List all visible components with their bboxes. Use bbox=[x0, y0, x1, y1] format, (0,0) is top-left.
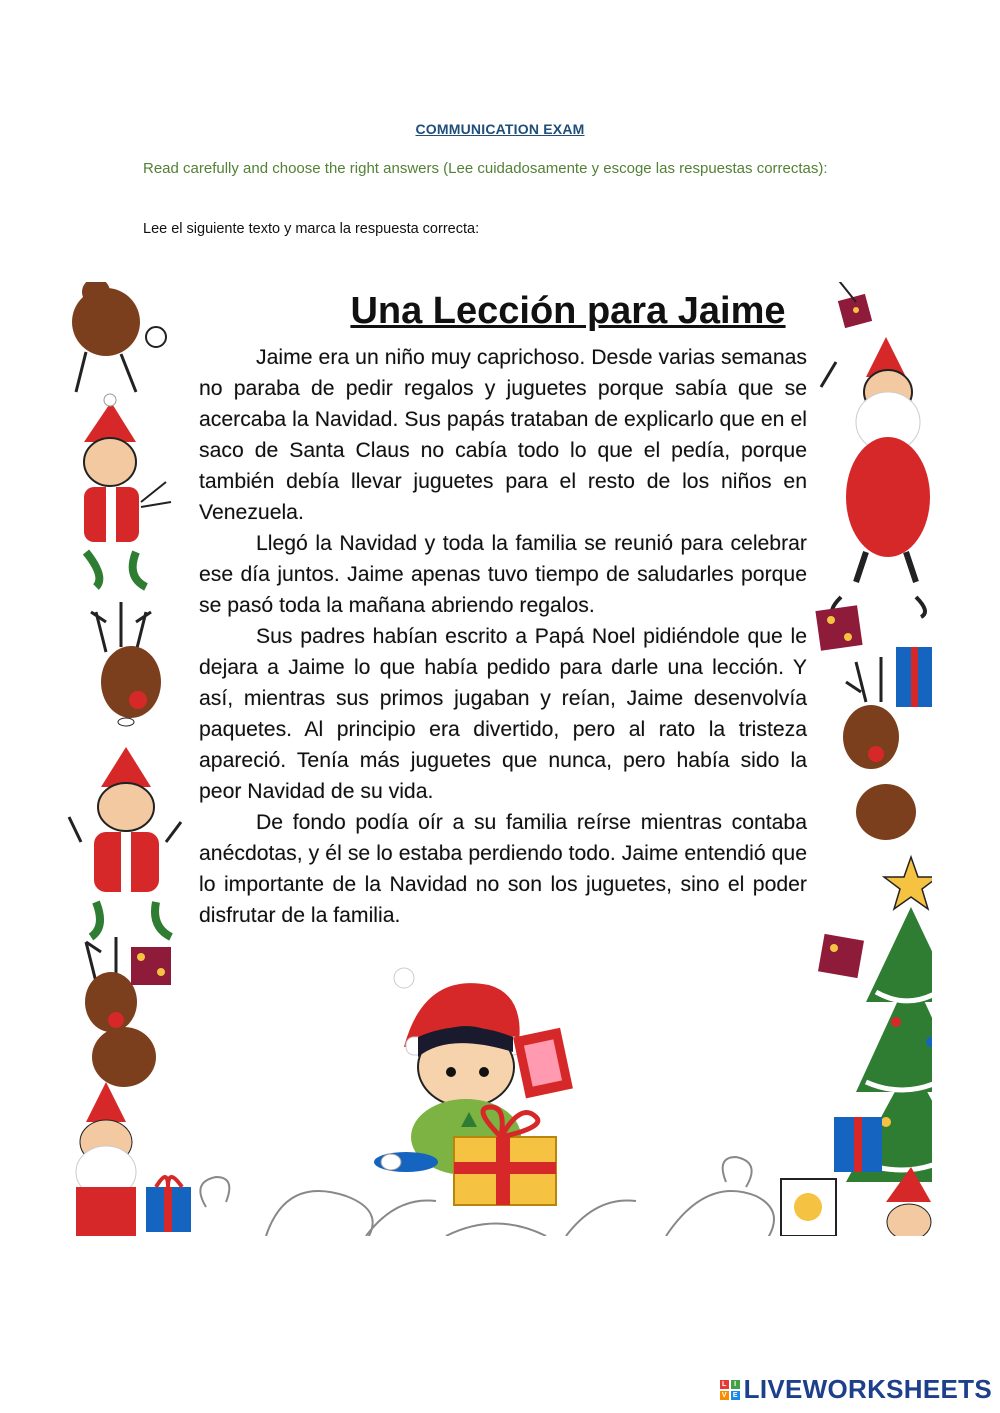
logo-text: LIVEWORKSHEETS bbox=[743, 1374, 992, 1404]
logo-badge-letter: I bbox=[731, 1380, 740, 1389]
exam-title: COMMUNICATION EXAM bbox=[415, 121, 585, 137]
liveworksheets-logo[interactable] bbox=[720, 1374, 992, 1405]
story-paragraph: De fondo podía oír a su familia reírse mientras contaba anécdotas, y él se lo estaba perdiendo todo. Jaime entendió que lo importante de la Navidad no son los juguetes, sino el poder disfrutar de la familia. bbox=[199, 811, 807, 927]
instructions: Read carefully and choose the right answers (Lee cuidadosamente y escoge las respuestas correctas): bbox=[143, 160, 828, 177]
story-frame bbox=[66, 282, 932, 1236]
logo-badge-letter: E bbox=[731, 1391, 740, 1400]
story-paragraph: Sus padres habían escrito a Papá Noel pidiéndole que le dejara a Jaime lo que había pedido para darle una lección. Y así, mientras sus primos jugaban y reían, Jaime desenvolvía paquetes. Al principio era divertido, pero al rato la tristeza apareció. Tenía más juguetes que nunca, pero había sido la peor Navidad de su vida. bbox=[199, 625, 807, 803]
left-border-icons bbox=[69, 282, 191, 1236]
story-title: Una Lección para Jaime bbox=[350, 290, 786, 332]
story-text bbox=[199, 342, 807, 931]
logo-badge-icon bbox=[720, 1380, 740, 1400]
story-paragraph: Jaime era un niño muy caprichoso. Desde varias semanas no paraba de pedir regalos y juguetes porque sabía que se acercaba la Navidad. Sus papás trataban de explicarlo que en el saco de Santa Claus no cabía todo lo que el pedía, porque también debía llevar juguetes para el resto de los niños en Venezuela. bbox=[199, 346, 807, 524]
sub-instructions: Lee el siguiente texto y marca la respuesta correcta: bbox=[143, 221, 480, 237]
boy-opening-gift-illustration bbox=[374, 968, 573, 1205]
story-paragraph: Llegó la Navidad y toda la familia se reunió para celebrar ese día juntos. Jaime apenas tuvo tiempo de saludarles porque se pasó toda la mañana abriendo regalos. bbox=[199, 532, 807, 617]
logo-badge-letter: V bbox=[720, 1391, 729, 1400]
logo-badge-letter: L bbox=[720, 1380, 729, 1389]
